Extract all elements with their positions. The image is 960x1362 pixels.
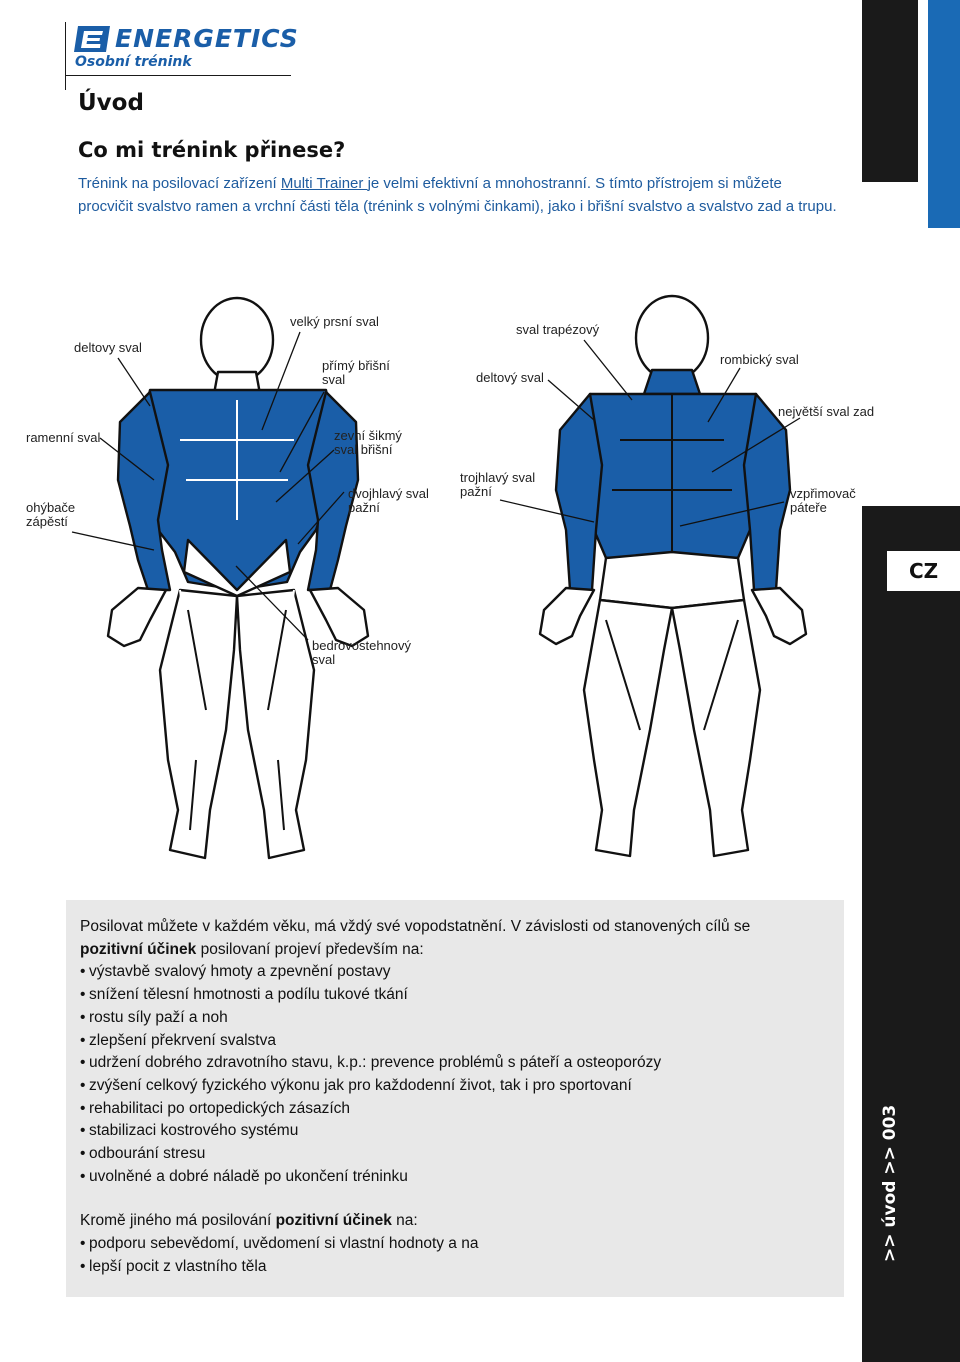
page-indicator: >> úvod >> 003 bbox=[880, 1104, 900, 1262]
label-front-oblique-line2: sval břišní bbox=[334, 442, 393, 457]
section-title: Úvod bbox=[78, 90, 144, 116]
header-divider-horizontal bbox=[65, 75, 291, 76]
label-back-triceps-line2: pažní bbox=[460, 484, 492, 499]
list-item: • rehabilitaci po ortopedických zásazích bbox=[80, 1098, 830, 1121]
benefits-second-list bbox=[80, 1233, 830, 1278]
label-front-pectoral: velký prsní sval bbox=[290, 314, 379, 329]
intro-text-after: je velmi efektivní a mnohostranní. S tímto přístrojem si můžete procvičit svalstvo ramen a vrchní části těla (trénink s volnými činkami), jako i břišní svalstvo a svalstvo zad a trupu. bbox=[78, 175, 837, 215]
label-back-triceps-line1: trojhlavý sval bbox=[460, 470, 536, 485]
label-back-erector-line1: vzpřimovač bbox=[790, 486, 856, 501]
benefits-lead bbox=[80, 939, 830, 962]
label-back-deltoid: deltový sval bbox=[476, 370, 544, 385]
benefits-intro bbox=[80, 916, 830, 939]
benefits-second-lead bbox=[80, 1210, 830, 1233]
list-item: • stabilizaci kostrového systému bbox=[80, 1120, 830, 1143]
label-front-thigh-line1: bedrovostehnový bbox=[312, 638, 412, 653]
benefits-second-suffix: na: bbox=[391, 1212, 418, 1230]
benefits-second-bold: pozitivní účinek bbox=[275, 1212, 392, 1230]
header-divider-vertical bbox=[65, 22, 66, 90]
list-item: • snížení tělesní hmotnosti a podílu tukové tkání bbox=[80, 984, 830, 1007]
label-front-arm: ramenní sval bbox=[26, 430, 101, 445]
back-figure-icon bbox=[540, 296, 806, 856]
benefits-second-prefix: Kromě jiného má posilování bbox=[80, 1212, 276, 1230]
intro-paragraph bbox=[78, 173, 838, 218]
label-front-rectus-line2: sval bbox=[322, 372, 346, 387]
side-tab-blue bbox=[928, 0, 960, 228]
list-item: • udržení dobrého zdravotního stavu, k.p.: prevence problémů s páteří a osteoporózy bbox=[80, 1052, 830, 1075]
label-back-lats: největší sval zad bbox=[778, 404, 875, 419]
list-item: • podporu sebevědomí, uvědomení si vlastní hodnoty a na bbox=[80, 1233, 830, 1256]
label-front-flexor-line2: zápěstí bbox=[26, 514, 68, 529]
label-front-biceps-line2: pažní bbox=[348, 500, 380, 515]
side-tab-dark bbox=[862, 0, 918, 182]
list-item: • rostu síly paží a noh bbox=[80, 1007, 830, 1030]
intro-text-before: Trénink na posilovací zařízení bbox=[78, 175, 281, 192]
muscle-diagram bbox=[0, 290, 880, 900]
label-back-erector-line2: páteře bbox=[790, 500, 827, 515]
benefits-lead-bold: pozitivní účinek bbox=[80, 940, 197, 958]
label-front-rectus-line1: přímý břišní bbox=[322, 358, 390, 373]
benefits-panel bbox=[66, 900, 844, 1297]
list-item: • zlepšení překrvení svalstva bbox=[80, 1030, 830, 1053]
label-front-flexor-line1: ohýbače bbox=[26, 500, 76, 515]
page-title: Co mi trénink přinese? bbox=[78, 138, 346, 162]
list-item: • odbourání stresu bbox=[80, 1143, 830, 1166]
benefits-intro-text: Posilovat můžete v každém věku, má vždý své vopodstatnění. V závislosti od stanovených cílů se bbox=[80, 918, 751, 935]
multi-trainer-link[interactable]: Multi Trainer bbox=[280, 175, 368, 192]
label-front-oblique-line1: zevní šikmý bbox=[334, 428, 402, 443]
list-item: • uvolněné a dobré náladě po ukončení tréninku bbox=[80, 1166, 830, 1189]
brand-subtitle: Osobní trénink bbox=[75, 54, 192, 70]
list-item: • výstavbě svalový hmoty a zpevnění postavy bbox=[80, 961, 830, 984]
language-badge: CZ bbox=[887, 551, 960, 591]
list-item: • lepší pocit z vlastního těla bbox=[80, 1256, 830, 1279]
label-back-trapezius: sval trapézový bbox=[516, 322, 600, 337]
label-front-thigh-line2: sval bbox=[312, 652, 336, 667]
benefits-lead-rest: posilovaní projeví především na: bbox=[196, 940, 424, 958]
label-front-deltoid: deltovy sval bbox=[74, 340, 142, 355]
label-back-rhomboid: rombický sval bbox=[720, 352, 799, 367]
brand-name: ENERGETICS bbox=[115, 24, 299, 53]
benefits-list bbox=[80, 961, 830, 1188]
label-front-biceps-line1: dvojhlavý sval bbox=[348, 486, 429, 501]
list-item: • zvýšení celkový fyzického výkonu jak pro každodenní život, tak i pro sportovaní bbox=[80, 1075, 830, 1098]
